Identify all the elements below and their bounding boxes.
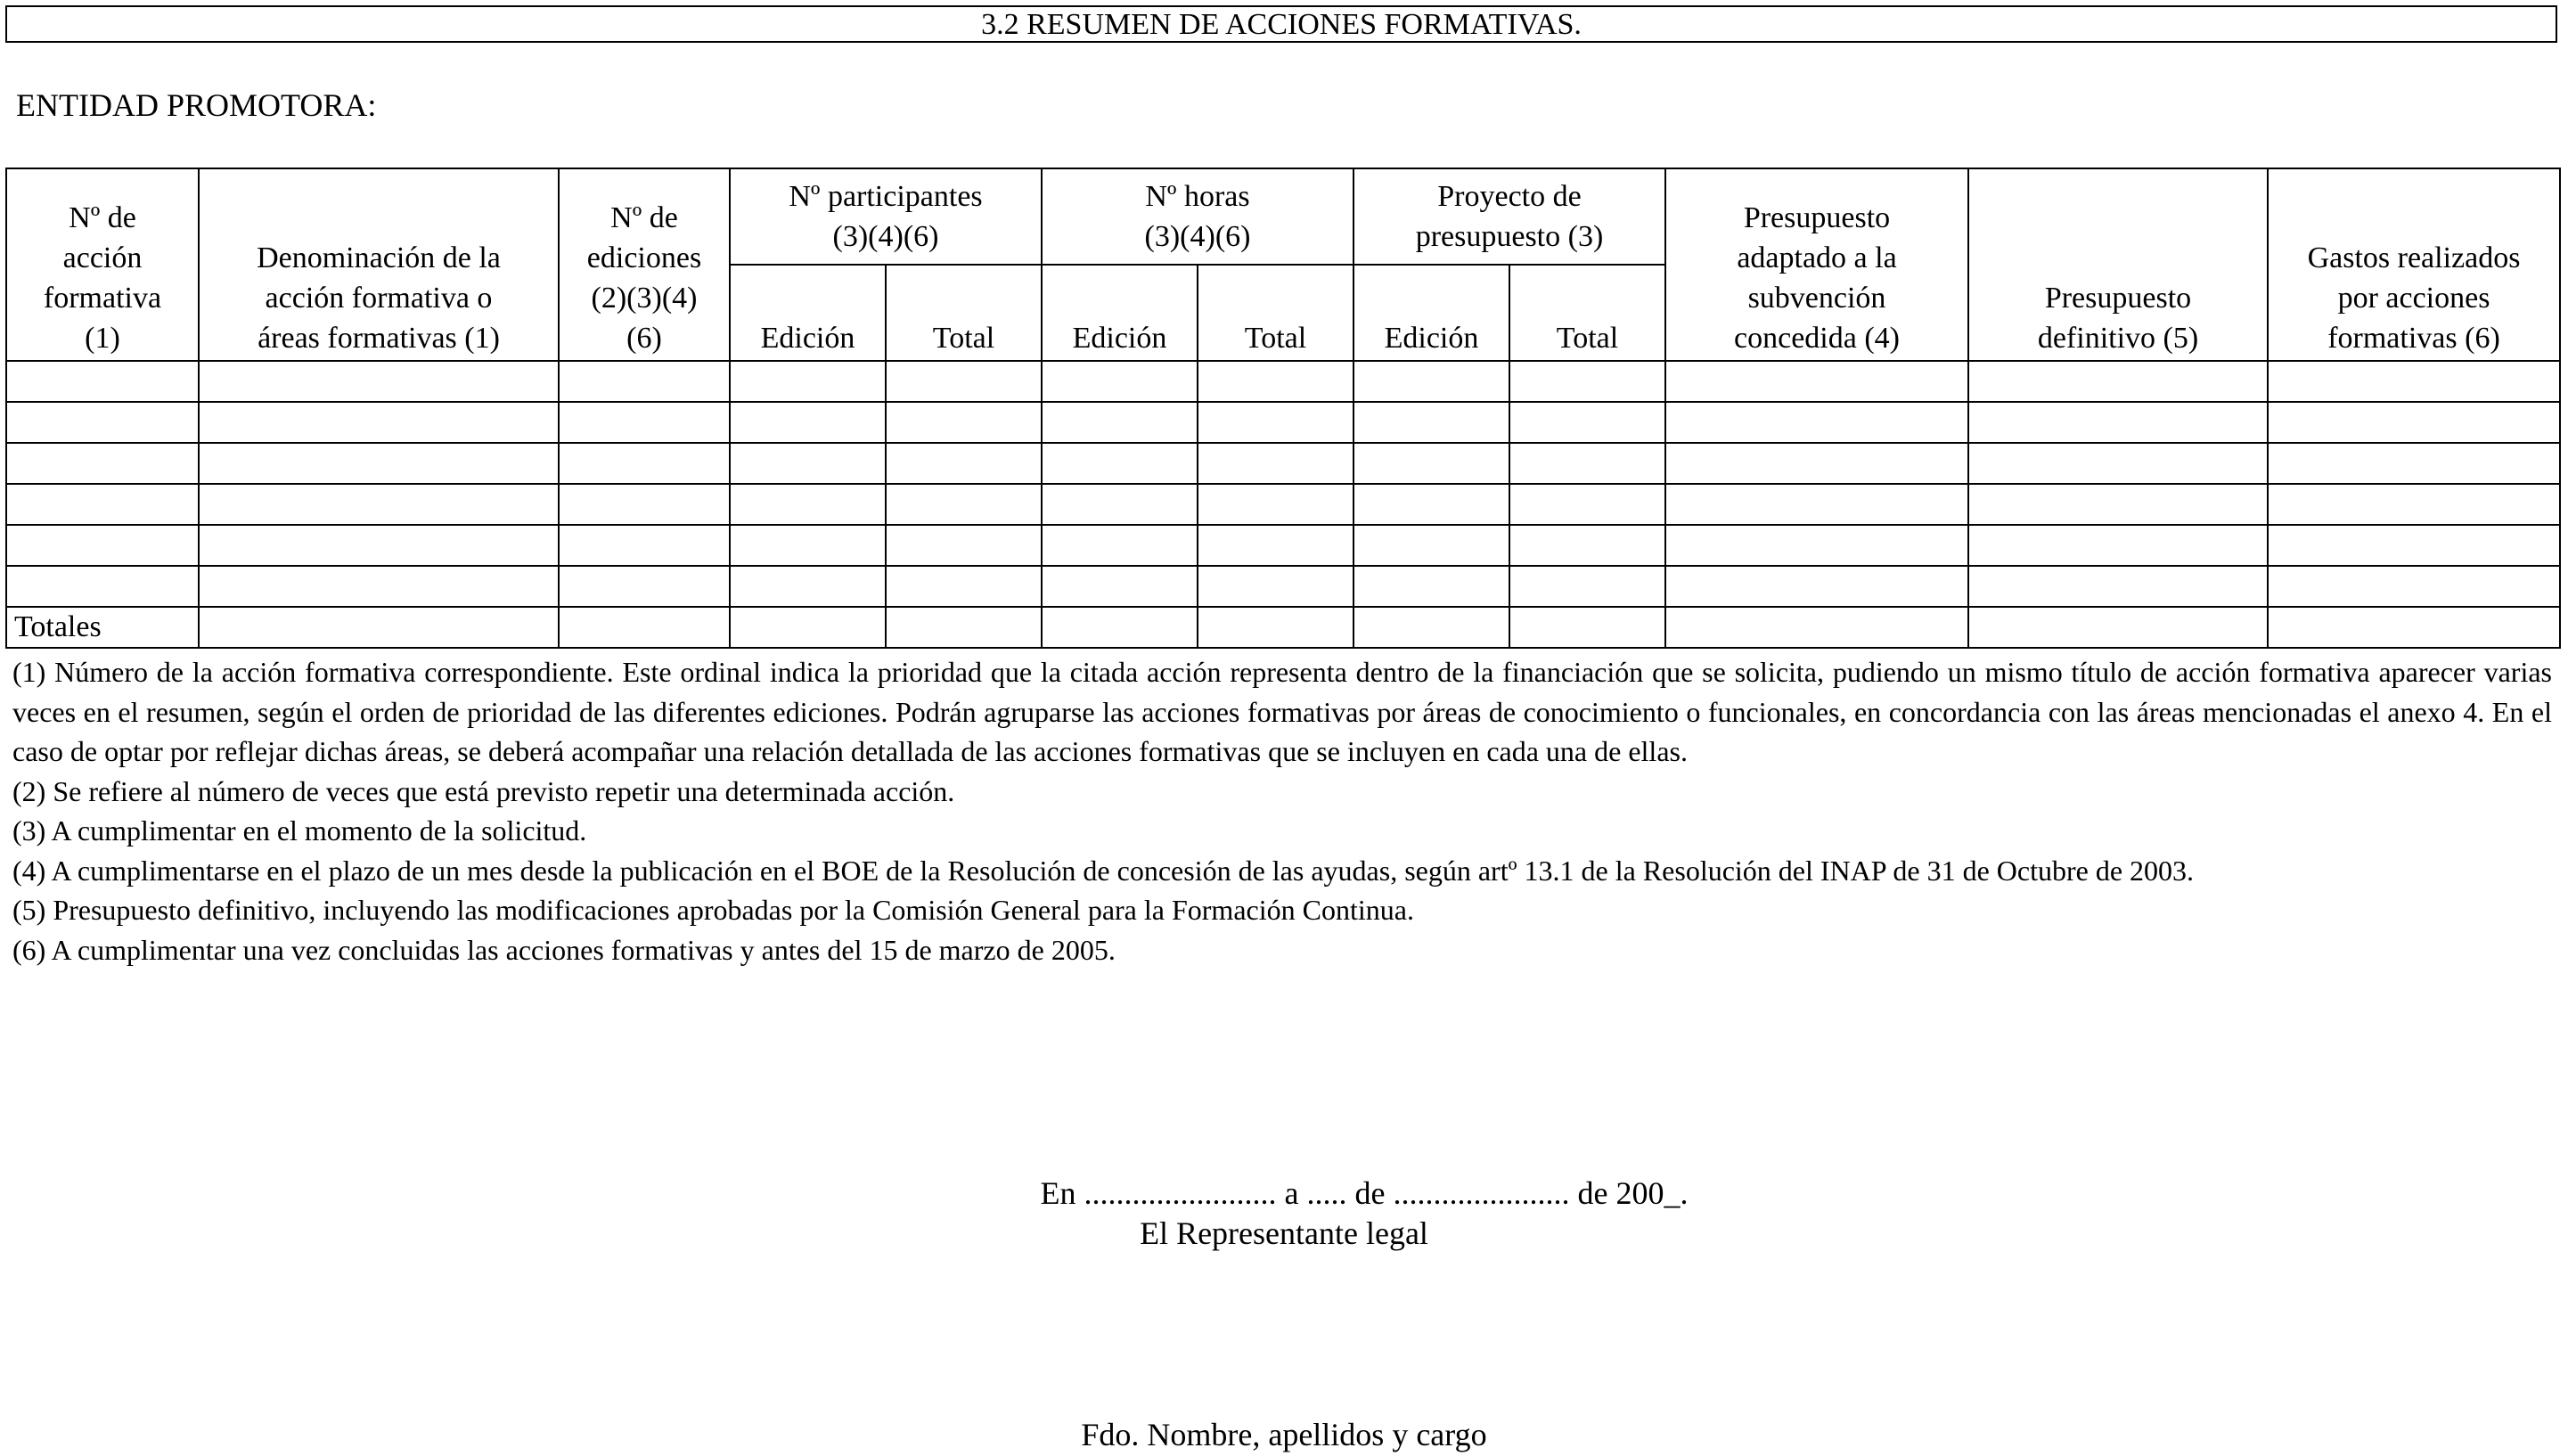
- header-proyecto-total: Total: [1509, 265, 1665, 361]
- footnote-3: (3) A cumplimentar en el momento de la solicitud.: [12, 814, 587, 847]
- header-gastos-realizados: Gastos realizados por acciones formativas (6): [2268, 168, 2560, 361]
- header-participantes: Nº participantes (3)(4)(6): [730, 168, 1042, 265]
- header-participantes-total: Total: [886, 265, 1042, 361]
- header-num-ediciones: Nº de ediciones (2)(3)(4) (6): [559, 168, 730, 361]
- header-participantes-edicion: Edición: [730, 265, 886, 361]
- footnote-1: (1) Número de la acción formativa correspondiente. Este ordinal indica la prioridad que la citada acción representa dentro de la financiación que se solicita, pudiendo un mismo título de acción formativa aparecer varias veces en el resumen, según el orden de prioridad de las diferentes ediciones. Podrán agruparse las acciones formativas por áreas de conocimiento o funcionales, en concordancia con las áreas mencionadas el anexo 4. En el caso de optar por reflejar dichas áreas, se deberá acompañar una relación detallada de las acciones formativas que se incluyen en cada una de ellas.: [12, 656, 2552, 767]
- entity-label: ENTIDAD PROMOTORA:: [16, 87, 377, 123]
- header-horas-total: Total: [1198, 265, 1354, 361]
- place-date-line: En ........................ a ..... de ...................... de 200_.: [1040, 1175, 1689, 1211]
- summary-table: [5, 168, 2561, 649]
- table-row: [6, 361, 2560, 402]
- header-presupuesto-definitivo: Presupuesto definitivo (5): [1968, 168, 2268, 361]
- legal-representative: El Representante legal: [1140, 1215, 1428, 1251]
- footnotes: [12, 652, 2552, 969]
- header-presupuesto-adaptado: Presupuesto adaptado a la subvención concedida (4): [1665, 168, 1968, 361]
- table-row: [6, 443, 2560, 484]
- footnote-2: (2) Se refiere al número de veces que está previsto repetir una determinada acción.: [12, 774, 955, 807]
- footnote-6: (6) A cumplimentar una vez concluidas las acciones formativas y antes del 15 de marzo de 2005.: [12, 933, 1116, 966]
- form-title: 3.2 RESUMEN DE ACCIONES FORMATIVAS.: [5, 5, 2557, 43]
- header-denominacion: Denominación de la acción formativa o áreas formativas (1): [199, 168, 559, 361]
- footnote-5: (5) Presupuesto definitivo, incluyendo las modificaciones aprobadas por la Comisión General para la Formación Continua.: [12, 894, 1414, 926]
- header-horas: Nº horas (3)(4)(6): [1042, 168, 1354, 265]
- header-proyecto-edicion: Edición: [1354, 265, 1509, 361]
- signature-line: Fdo. Nombre, apellidos y cargo: [1081, 1417, 1487, 1452]
- table-row: [6, 484, 2560, 525]
- header-num-accion: Nº de acción formativa (1): [6, 168, 199, 361]
- header-row-top: [6, 168, 2560, 265]
- header-horas-edicion: Edición: [1042, 265, 1198, 361]
- totals-row: [6, 607, 2560, 648]
- table-row: [6, 525, 2560, 566]
- table-row: [6, 402, 2560, 443]
- footnote-4: (4) A cumplimentarse en el plazo de un mes desde la publicación en el BOE de la Resolución de concesión de las ayudas, según artº 13.1 de la Resolución del INAP de 31 de Octubre de 2003.: [12, 854, 2195, 887]
- table-row: [6, 566, 2560, 607]
- totals-label: Totales: [6, 607, 199, 648]
- header-proyecto: Proyecto de presupuesto (3): [1354, 168, 1665, 265]
